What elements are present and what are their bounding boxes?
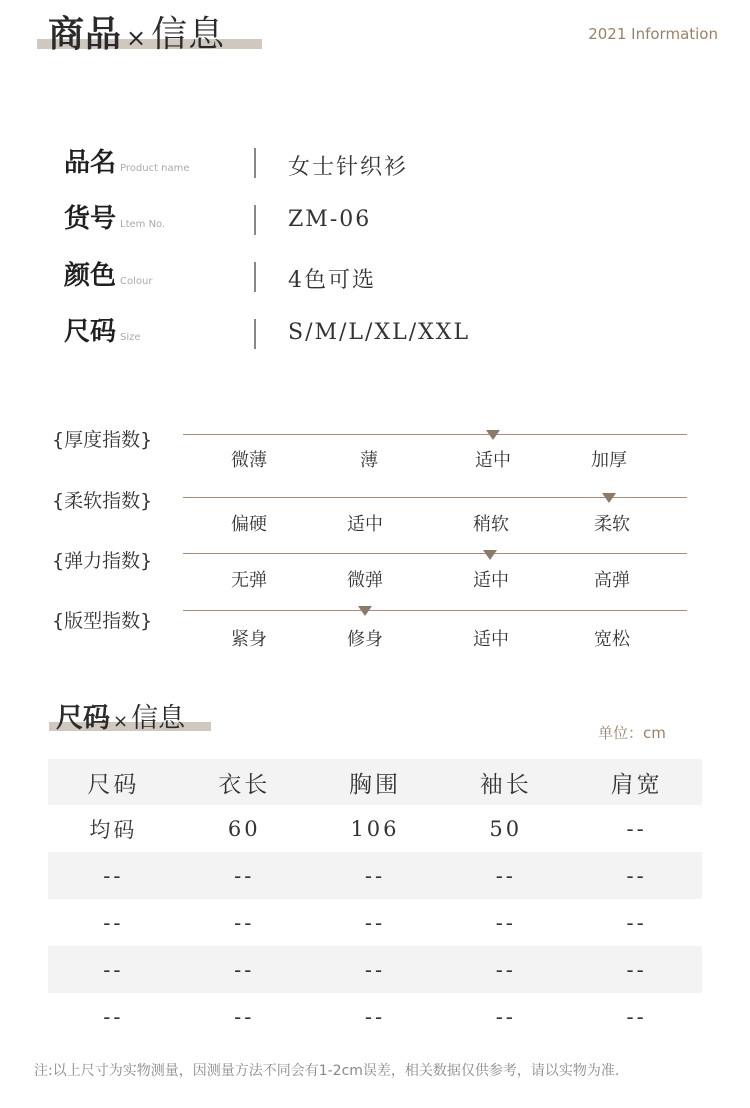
- table-cell: --: [495, 1004, 516, 1029]
- info-divider: [254, 262, 256, 292]
- index-option: 适中: [473, 629, 509, 650]
- measurement-note: 注:以上尺寸为实物测量，因测量方法不同会有1-2cm误差，相关数据仅供参考，请以实物为准.: [34, 1063, 620, 1079]
- index-option: 修身: [347, 629, 383, 650]
- table-cell: --: [626, 863, 647, 888]
- index-option: 紧身: [231, 629, 267, 650]
- index-line: [183, 434, 687, 435]
- info-value: 4色可选: [288, 268, 376, 293]
- index-option: 高弹: [594, 570, 630, 591]
- index-label: {版型指数}: [52, 610, 153, 632]
- table-cell: --: [626, 1004, 647, 1029]
- table-cell: --: [103, 910, 124, 935]
- index-label: {弹力指数}: [52, 550, 153, 572]
- size-table: [48, 759, 702, 1040]
- index-label: {厚度指数}: [52, 429, 153, 451]
- index-option: 加厚: [591, 450, 627, 471]
- info-label: 货号 Ltem No.: [64, 204, 166, 234]
- index-marker-icon: [358, 606, 372, 616]
- index-marker-icon: [486, 430, 500, 440]
- info-divider: [254, 148, 256, 178]
- column-header: 袖长: [479, 771, 532, 798]
- index-option: 宽松: [594, 629, 630, 650]
- column-header: 胸围: [348, 771, 401, 798]
- index-option: 微弹: [347, 570, 383, 591]
- table-cell: --: [103, 957, 124, 982]
- table-cell: --: [626, 816, 647, 841]
- table-row: [48, 899, 702, 946]
- info-label: 颜色 Colour: [64, 261, 153, 291]
- column-header: 尺码: [87, 771, 140, 798]
- info-value: ZM-06: [288, 207, 372, 232]
- table-cell: --: [234, 1004, 255, 1029]
- index-label: {柔软指数}: [52, 490, 153, 512]
- column-header: 衣长: [218, 771, 271, 798]
- table-cell: --: [364, 863, 386, 888]
- table-cell: --: [364, 957, 386, 982]
- table-cell: --: [495, 957, 516, 982]
- info-divider: [254, 205, 256, 235]
- table-row: [48, 993, 702, 1040]
- index-line: [183, 610, 687, 611]
- index-option: 适中: [347, 514, 383, 535]
- index-option: 无弹: [231, 570, 267, 591]
- info-value: 女士针织衫: [288, 155, 409, 180]
- table-cell: 均码: [89, 817, 138, 842]
- info-value: S/M/L/XL/XXL: [288, 320, 471, 345]
- index-option: 柔软: [594, 514, 630, 535]
- table-cell: --: [364, 910, 386, 935]
- table-cell: --: [103, 863, 124, 888]
- table-cell: 60: [227, 816, 261, 841]
- table-cell: --: [495, 863, 516, 888]
- table-cell: --: [103, 1004, 124, 1029]
- size-section-title: 尺码 × 信息: [56, 703, 186, 734]
- header-year-info: 2021 Information: [588, 25, 718, 43]
- index-option: 偏硬: [231, 514, 267, 535]
- index-option: 微薄: [231, 450, 267, 471]
- table-cell: --: [234, 957, 255, 982]
- info-label: 尺码 Size: [64, 317, 141, 347]
- table-row: [48, 946, 702, 993]
- index-option: 适中: [473, 570, 509, 591]
- unit-label: 单位：cm: [598, 724, 666, 742]
- page-title: 商品 × 信息: [48, 14, 226, 55]
- table-cell: --: [234, 863, 255, 888]
- info-divider: [254, 319, 256, 349]
- table-cell: 106: [350, 816, 400, 841]
- table-row: [48, 852, 702, 899]
- table-cell: --: [234, 910, 255, 935]
- table-cell: --: [495, 910, 516, 935]
- index-marker-icon: [602, 493, 616, 503]
- table-header-row: [48, 759, 702, 805]
- table-cell: --: [626, 910, 647, 935]
- table-cell: 50: [489, 816, 523, 841]
- info-label: 品名 Product name: [64, 148, 190, 178]
- index-option: 适中: [475, 450, 511, 471]
- index-option: 薄: [360, 450, 378, 471]
- column-header: 肩宽: [610, 771, 663, 798]
- index-marker-icon: [483, 550, 497, 560]
- index-line: [183, 553, 687, 554]
- table-cell: --: [626, 957, 647, 982]
- table-cell: --: [364, 1004, 386, 1029]
- table-row: [48, 805, 702, 852]
- index-option: 稍软: [473, 514, 509, 535]
